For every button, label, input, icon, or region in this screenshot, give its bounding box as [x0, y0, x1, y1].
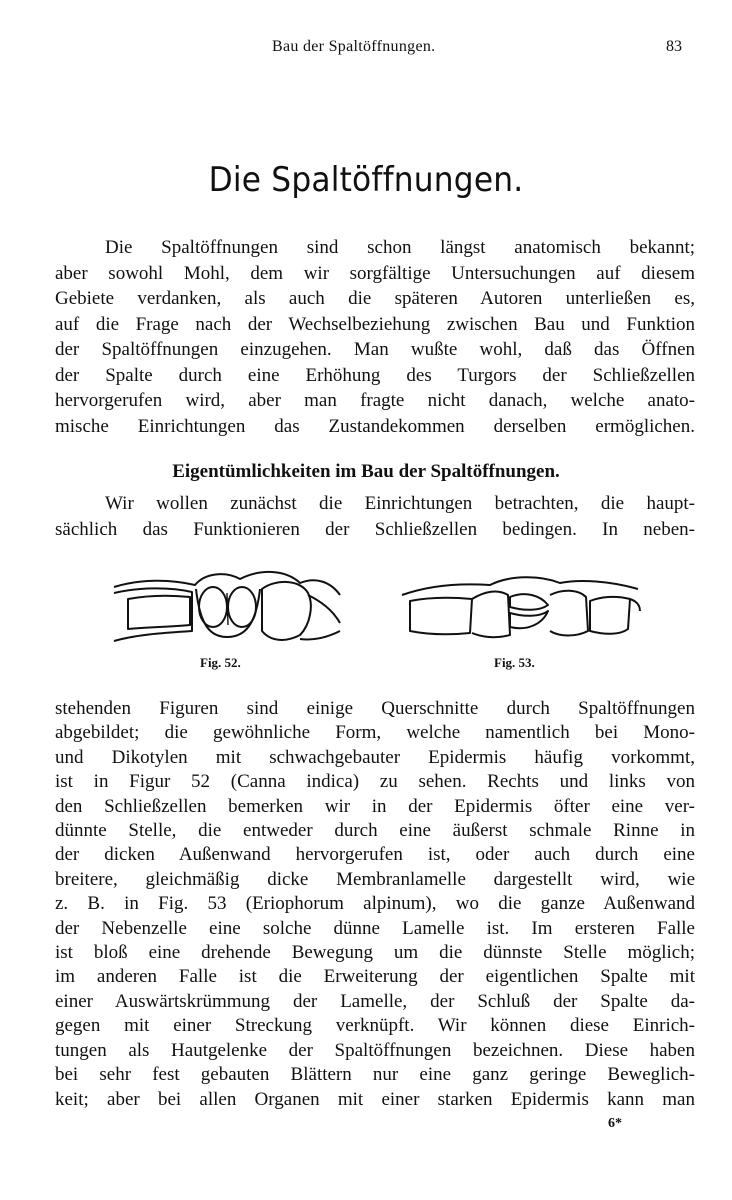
intro-paragraph: [55, 235, 695, 439]
text-line: gegen mit einer Streckung verknüpft. Wir können diese Einrich-: [55, 1015, 695, 1037]
subsidiary-cell-right: [262, 582, 311, 640]
text-line: hervorgerufen wird, aber man fragte nicht danach, welche anato-: [55, 390, 695, 411]
text-line: bei sehr fest gebauten Blättern nur eine ganz geringe Beweglich-: [55, 1064, 695, 1086]
text-line: der Spalte durch eine Erhöhung des Turgors der Schließzellen: [55, 364, 695, 386]
lamella-left: [472, 592, 510, 638]
text-line: der Spaltöffnungen einzugehen. Man wußte wohl, daß das Öffnen: [55, 339, 695, 360]
text-line: z. B. in Fig. 53 (Eriophorum alpinum), wo die ganze Außenwand: [55, 893, 695, 915]
text-line: tungen als Hautgelenke der Spaltöffnungen bezeichnen. Diese haben: [55, 1039, 695, 1061]
text-line: den Schließzellen bemerken wir in der Epidermis öfter eine ver-: [55, 795, 695, 817]
figure-52-drawing: [114, 572, 340, 641]
stoma-pore: [227, 593, 228, 625]
guard-cell-lower: [510, 611, 548, 628]
text-line: aber sowohl Mohl, dem wir sorgfältige Untersuchungen auf diesem: [55, 262, 695, 284]
text-line: einer Auswärtskrümmung der Lamelle, der Schluß der Spalte da-: [55, 990, 695, 1012]
text-line: Wir wollen zunächst die Einrichtungen betrachten, die haupt-: [105, 493, 695, 514]
text-line: dünnte Stelle, die entweder durch eine äußerst schmale Rinne in: [55, 820, 695, 842]
section-paragraph: [55, 491, 695, 542]
lamella-right: [550, 591, 588, 636]
epidermis-right: [300, 595, 340, 640]
text-line: und Dikotylen mit schwachgebauter Epidermis häufig vorkommt,: [55, 746, 695, 768]
left-cell: [410, 598, 472, 635]
figure-53-caption: Fig. 53.: [494, 655, 535, 670]
running-head: [0, 38, 732, 62]
text-line: auf die Frage nach der Wechselbeziehung zwischen Bau und Funktion: [55, 313, 695, 335]
text-line: breitere, gleichmäßig dicke Membranlamelle dargestellt wird, wie: [55, 868, 695, 890]
text-line: sächlich das Funktionieren der Schließzellen bedingen. In neben-: [55, 518, 695, 540]
text-line: ist bloß eine drehende Bewegung um die dünnste Stelle möglich;: [55, 942, 695, 964]
page-number: 83: [666, 38, 682, 55]
outer-wall: [402, 577, 638, 595]
text-line: der dicken Außenwand hervorgerufen ist, oder auch durch eine: [55, 844, 695, 866]
running-title: Bau der Spaltöffnungen.: [272, 38, 436, 55]
figure-53-drawing: [402, 577, 640, 637]
guard-cell-upper: [510, 594, 548, 610]
right-cell: [590, 597, 630, 634]
subsidiary-cell-left: [128, 596, 190, 629]
text-line: ist in Figur 52 (Canna indica) zu sehen. Rechts und links von: [55, 771, 695, 793]
text-line: der Nebenzelle eine solche dünne Lamelle ist. Im ersteren Falle: [55, 917, 695, 939]
chapter-title: Die Spaltöffnungen.: [208, 160, 524, 200]
text-line: abgebildet; die gewöhnliche Form, welche namentlich bei Mono-: [55, 722, 695, 744]
text-line: Die Spaltöffnungen sind schon längst anatomisch bekannt;: [105, 237, 695, 258]
right-edge: [630, 599, 640, 611]
text-line: Gebiete verdanken, als auch die späteren Autoren unterließen es,: [55, 288, 695, 309]
figure-52-caption: Fig. 52.: [200, 655, 241, 670]
figure-drawings: [100, 565, 660, 675]
text-line: im anderen Falle ist die Erweiterung der eigentlichen Spalte mit: [55, 966, 695, 988]
text-line: keit; aber bei allen Organen mit einer starken Epidermis kann man: [55, 1088, 695, 1110]
text-line: stehenden Figuren sind einige Querschnitte durch Spaltöffnungen: [55, 698, 695, 719]
section-heading: Eigentümlichkeiten im Bau der Spaltöffnungen.: [172, 461, 560, 482]
signature-mark: 6*: [608, 1116, 622, 1131]
body-paragraph: [55, 697, 695, 1112]
text-line: mische Einrichtungen das Zustandekommen derselben ermöglichen.: [55, 415, 695, 437]
